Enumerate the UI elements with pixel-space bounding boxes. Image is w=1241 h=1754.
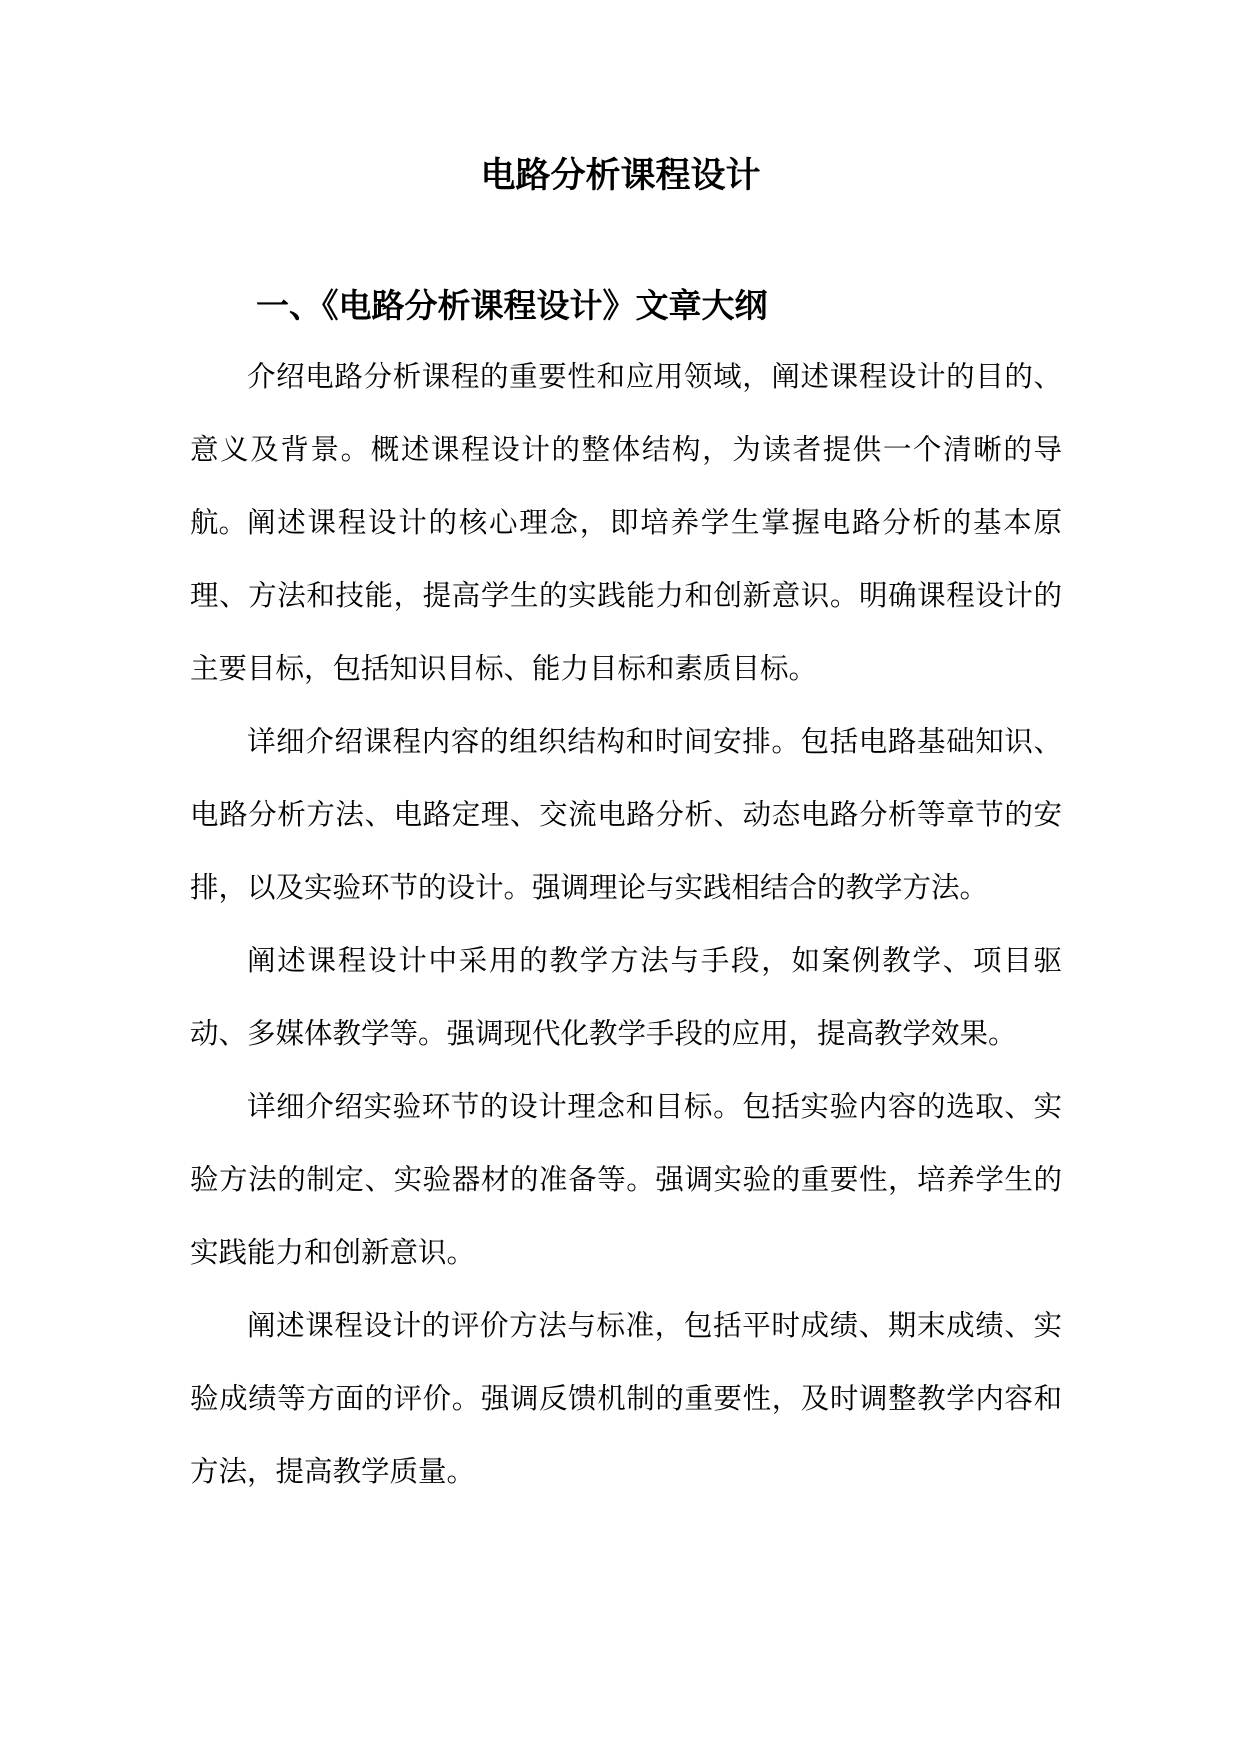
- paragraph-core-concept: 阐述课程设计的核心理念，即培养学生掌握电路分析的基本原理、方法和技能，提高学生的实践能力和创新意识。明确课程设计的主要目标，包括知识目标、能力目标和素质目标。: [190, 506, 1062, 685]
- paragraph-course-content: 详细介绍课程内容的组织结构和时间安排。包括电路基础知识、电路分析方法、电路定理、交流电路分析、动态电路分析等章节的安排，以及实验环节的设计。强调理论与实践相结合的教学方法。: [190, 725, 1062, 904]
- paragraph-introduction: 介绍电路分析课程的重要性和应用领域，阐述课程设计的目的、意义及背景。概述课程设计的整体结构，为读者提供一个清晰的导航。: [190, 360, 1062, 539]
- paragraph-experiment-design: 详细介绍实验环节的设计理念和目标。包括实验内容的选取、实验方法的制定、实验器材的准备等。强调实验的重要性，培养学生的实践能力和创新意识。: [190, 1090, 1062, 1269]
- section-heading: 一、《电路分析课程设计》文章大纲: [256, 286, 768, 325]
- page-title: 电路分析课程设计: [480, 155, 761, 196]
- paragraph-teaching-methods: 阐述课程设计中采用的教学方法与手段，如案例教学、项目驱动、多媒体教学等。强调现代化教学手段的应用，提高教学效果。: [190, 944, 1062, 1050]
- paragraph-evaluation: 阐述课程设计的评价方法与标准，包括平时成绩、期末成绩、实验成绩等方面的评价。强调反馈机制的重要性，及时调整教学内容和方法，提高教学质量。: [190, 1309, 1062, 1488]
